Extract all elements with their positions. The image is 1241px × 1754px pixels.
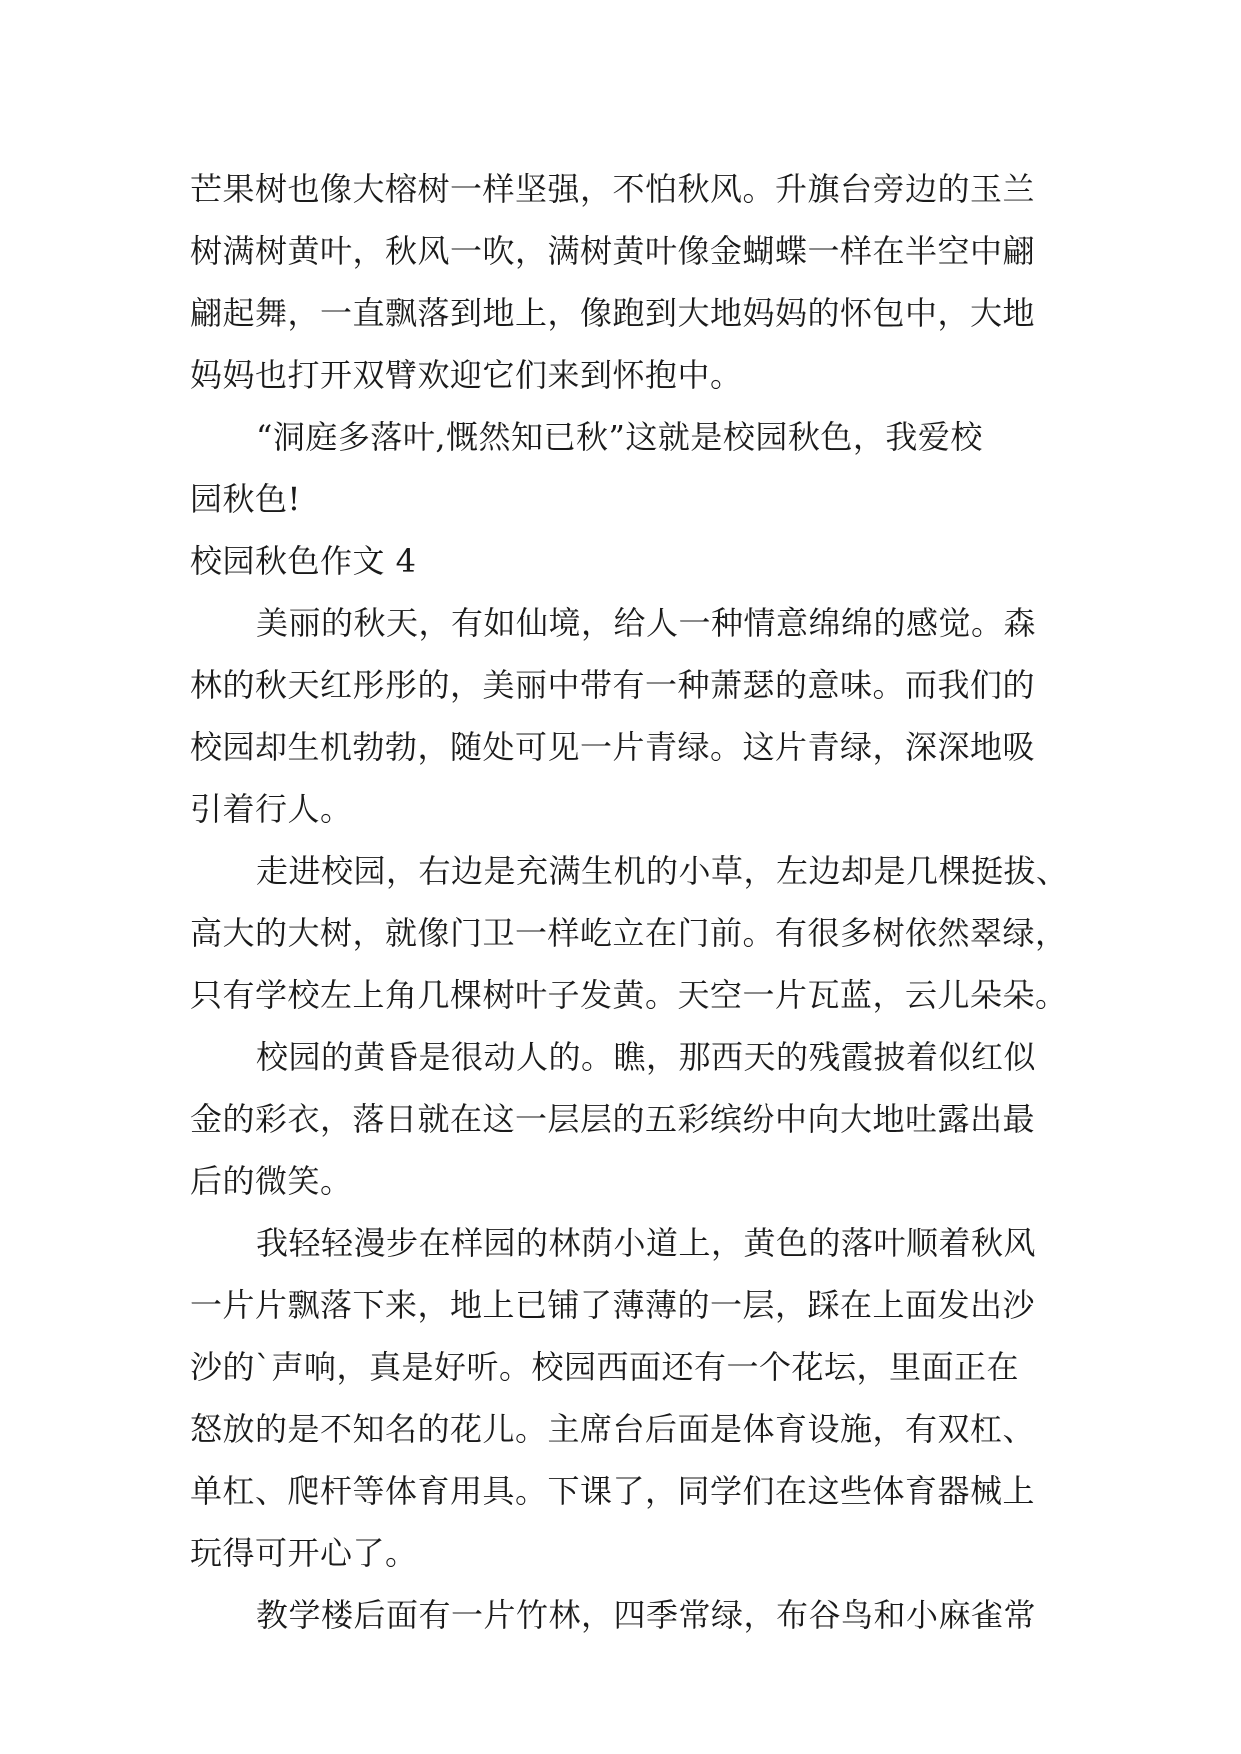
paragraph-start-line: 我轻轻漫步在样园的林荫小道上，黄色的落叶顺着秋风 [256, 1224, 1037, 1262]
text-line: 园秋色! [190, 480, 301, 518]
document-body [190, 158, 1070, 1646]
text-line: 引着行人。 [190, 790, 353, 828]
text-line: 芒果树也像大榕树一样坚强，不怕秋风。升旗台旁边的玉兰 [190, 170, 1036, 208]
text-line: 翩起舞，一直飘落到地上，像跑到大地妈妈的怀包中，大地 [190, 294, 1036, 332]
text-line: 妈妈也打开双臂欢迎它们来到怀抱中。 [190, 356, 743, 394]
text-line: 只有学校左上角几棵树叶子发黄。天空一片瓦蓝，云儿朵朵。 [190, 976, 1068, 1014]
text-line: 校园却生机勃勃，随处可见一片青绿。这片青绿，深深地吸 [190, 728, 1036, 766]
text-line: 一片片飘落下来，地上已铺了薄薄的一层，踩在上面发出沙 [190, 1286, 1036, 1324]
text-line: 树满树黄叶，秋风一吹，满树黄叶像金蝴蝶一样在半空中翩 [190, 232, 1036, 270]
text-line: 后的微笑。 [190, 1162, 353, 1200]
text-line: 怒放的是不知名的花儿。主席台后面是体育设施，有双杠、 [190, 1410, 1036, 1448]
text-line: 林的秋天红彤彤的，美丽中带有一种萧瑟的意味。而我们的 [190, 666, 1036, 704]
text-line: 高大的大树，就像门卫一样屹立在门前。有很多树依然翠绿， [190, 914, 1068, 952]
paragraph-start-line: 美丽的秋天，有如仙境，给人一种情意绵绵的感觉。森 [256, 604, 1037, 642]
paragraph-start-line: 走进校园，右边是充满生机的小草，左边却是几棵挺拔、 [256, 852, 1069, 890]
paragraph-start-line: “洞庭多落叶,慨然知已秋”这就是校园秋色，我爱校 [256, 418, 983, 456]
text-line: 金的彩衣，落日就在这一层层的五彩缤纷中向大地吐露出最 [190, 1100, 1036, 1138]
paragraph-start-line: 教学楼后面有一片竹林，四季常绿，布谷鸟和小麻雀常 [256, 1596, 1037, 1634]
section-heading: 校园秋色作文 4 [190, 542, 417, 580]
text-line: 玩得可开心了。 [190, 1534, 418, 1572]
text-line: 沙的`声响，真是好听。校园西面还有一个花坛，里面正在 [190, 1348, 1020, 1386]
paragraph-start-line: 校园的黄昏是很动人的。瞧，那西天的残霞披着似红似 [256, 1038, 1037, 1076]
text-line: 单杠、爬杆等体育用具。下课了，同学们在这些体育器械上 [190, 1472, 1036, 1510]
